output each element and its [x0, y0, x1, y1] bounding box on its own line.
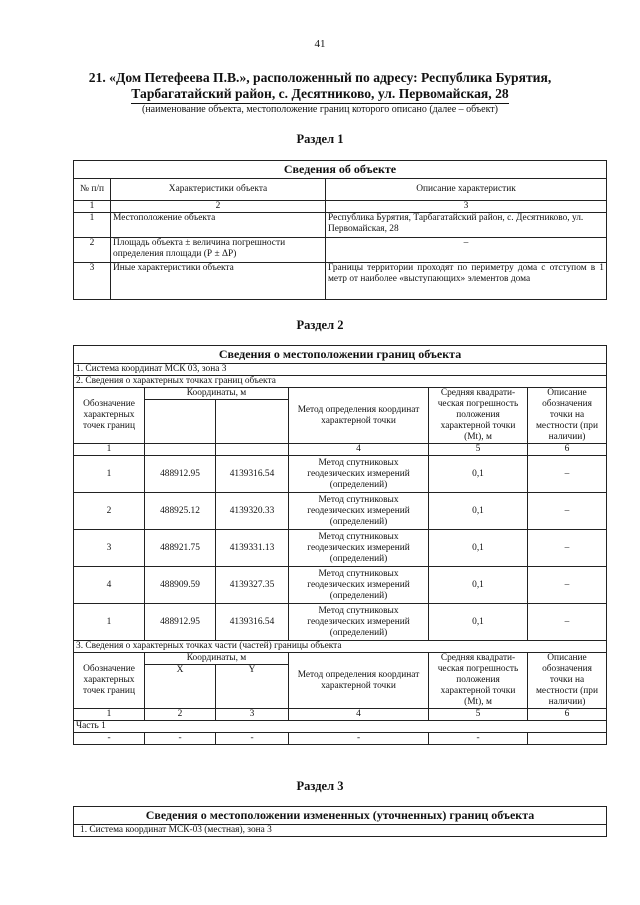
table-row — [74, 567, 607, 604]
index-cell: 1 — [74, 201, 111, 213]
document-subtitle: (наименование объекта, местоположение границ которого описано (далее – объект) — [141, 104, 499, 115]
boundary-coord-x: 488921.75 — [145, 530, 216, 567]
subsection-2: 2. Сведения о характерных точках границ объекта — [74, 376, 607, 388]
index-cell: 1 — [74, 444, 145, 456]
subsection-3-row — [74, 641, 607, 653]
boundary-title: Сведения о местоположении границ объекта — [74, 346, 607, 364]
boundary-method: Метод спутниковых геодезических измерений (определений) — [289, 604, 429, 641]
object-info-index-row — [74, 201, 607, 213]
header3-desc: Описание обозначения точки на местности (при наличии) — [528, 653, 607, 709]
part-label: Часть 1 — [74, 721, 607, 733]
part-cell: - — [74, 733, 145, 745]
boundary-coord-x: 488912.95 — [145, 604, 216, 641]
header-desc: Описание обозначения точки на местности (при наличии) — [528, 388, 607, 444]
part-cell: - — [429, 733, 528, 745]
part-index-row — [74, 709, 607, 721]
boundary-coord-x: 488909.59 — [145, 567, 216, 604]
index-cell: 2 — [145, 709, 216, 721]
header3-error: Средняя квадрати-ческая погрешность положения характерной точки (Mt), м — [429, 653, 528, 709]
boundary-desc: – — [528, 604, 607, 641]
part-header-row — [74, 653, 607, 665]
section-2-heading: Раздел 2 — [296, 318, 344, 332]
table-row — [74, 238, 607, 263]
header-method: Метод определения координат характерной точки — [289, 388, 429, 444]
header-coords: Координаты, м — [145, 388, 289, 400]
row-characteristic: Местоположение объекта — [111, 213, 326, 238]
part-cell: - — [216, 733, 289, 745]
section-1-heading: Раздел 1 — [296, 132, 344, 146]
boundary-coord-x: 488912.95 — [145, 456, 216, 493]
boundary-desc: – — [528, 493, 607, 530]
boundary-coord-y: 4139327.35 — [216, 567, 289, 604]
boundary-point-label: 2 — [74, 493, 145, 530]
index-cell: 4 — [289, 444, 429, 456]
boundary-error: 0,1 — [429, 493, 528, 530]
boundary-desc: – — [528, 456, 607, 493]
boundary-point-label: 3 — [74, 530, 145, 567]
boundary-error: 0,1 — [429, 567, 528, 604]
header3-method: Метод определения координат характерной точки — [289, 653, 429, 709]
row-description: – — [326, 238, 607, 263]
part-cell: - — [145, 733, 216, 745]
row-num: 1 — [74, 213, 111, 238]
part-cell: - — [289, 733, 429, 745]
row-characteristic: Иные характеристики объекта — [111, 263, 326, 300]
changed-boundary-table — [73, 806, 607, 837]
header-y — [216, 400, 289, 444]
index-cell — [145, 444, 216, 456]
changed-coord-system-row — [74, 825, 607, 837]
index-cell: 6 — [528, 709, 607, 721]
section-3-heading: Раздел 3 — [296, 779, 344, 793]
boundary-error: 0,1 — [429, 604, 528, 641]
part-data-row — [74, 733, 607, 745]
document-title — [0, 70, 640, 104]
header-x — [145, 400, 216, 444]
table-row — [74, 213, 607, 238]
header-characteristic: Характеристики объекта — [111, 179, 326, 201]
header3-y: Y — [216, 665, 289, 709]
row-description: Границы территории проходят по периметру дома с отступом в 1 метр от наиболее «выступающих» элементов дома — [326, 263, 607, 300]
coord-system: 1. Система координат МСК 03, зона 3 — [74, 364, 607, 376]
header-point: Обозначение характерных точек границ — [74, 388, 145, 444]
table-row — [74, 530, 607, 567]
table-row — [74, 493, 607, 530]
boundary-method: Метод спутниковых геодезических измерений (определений) — [289, 456, 429, 493]
changed-coord-system: 1. Система координат МСК-03 (местная), зона 3 — [74, 825, 607, 837]
header3-x: X — [145, 665, 216, 709]
boundary-method: Метод спутниковых геодезических измерений (определений) — [289, 567, 429, 604]
boundary-point-label: 4 — [74, 567, 145, 604]
row-characteristic: Площадь объекта ± величина погрешности определения площади (Р ± ΔР) — [111, 238, 326, 263]
header3-point: Обозначение характерных точек границ — [74, 653, 145, 709]
boundary-desc: – — [528, 567, 607, 604]
boundary-method: Метод спутниковых геодезических измерений (определений) — [289, 530, 429, 567]
row-num: 3 — [74, 263, 111, 300]
boundary-header-row — [74, 388, 607, 400]
page-number: 41 — [314, 38, 326, 50]
index-cell: 5 — [429, 709, 528, 721]
part-label-row — [74, 721, 607, 733]
index-cell: 6 — [528, 444, 607, 456]
boundary-title-row — [74, 346, 607, 364]
boundary-point-label: 1 — [74, 604, 145, 641]
boundary-coord-y: 4139331.13 — [216, 530, 289, 567]
subsection-3: 3. Сведения о характерных точках части (частей) границы объекта — [74, 641, 607, 653]
index-cell — [216, 444, 289, 456]
title-line-2: Тарбагатайский район, с. Десятниково, ул. Первомайская, 28 — [131, 86, 508, 104]
index-cell: 1 — [74, 709, 145, 721]
boundary-coord-y: 4139316.54 — [216, 604, 289, 641]
boundary-error: 0,1 — [429, 456, 528, 493]
table-row — [74, 263, 607, 300]
boundary-error: 0,1 — [429, 530, 528, 567]
boundary-coord-x: 488925.12 — [145, 493, 216, 530]
index-cell: 4 — [289, 709, 429, 721]
part-cell — [528, 733, 607, 745]
header-num: № п/п — [74, 179, 111, 201]
boundary-desc: – — [528, 530, 607, 567]
boundary-index-row — [74, 444, 607, 456]
header3-coords: Координаты, м — [145, 653, 289, 665]
boundary-coord-y: 4139320.33 — [216, 493, 289, 530]
boundary-coord-y: 4139316.54 — [216, 456, 289, 493]
changed-boundary-title-row — [74, 807, 607, 825]
subsection-2-row — [74, 376, 607, 388]
object-info-table — [73, 160, 607, 300]
table-row — [74, 456, 607, 493]
changed-boundary-title: Сведения о местоположении измененных (уточненных) границ объекта — [74, 807, 607, 825]
index-cell: 3 — [216, 709, 289, 721]
boundary-method: Метод спутниковых геодезических измерений (определений) — [289, 493, 429, 530]
table-row — [74, 604, 607, 641]
header-error: Средняя квадрати-ческая погрешность положения характерной точки (Mt), м — [429, 388, 528, 444]
index-cell: 2 — [111, 201, 326, 213]
object-info-title-row — [74, 161, 607, 179]
row-num: 2 — [74, 238, 111, 263]
boundary-point-label: 1 — [74, 456, 145, 493]
index-cell: 5 — [429, 444, 528, 456]
boundary-table — [73, 345, 607, 745]
index-cell: 3 — [326, 201, 607, 213]
title-line-1: 21. «Дом Петефеева П.В.», расположенный по адресу: Республика Бурятия, — [88, 70, 552, 85]
row-description: Республика Бурятия, Тарбагатайский район, с. Десятниково, ул. Первомайская, 28 — [326, 213, 607, 238]
object-info-title: Сведения об объекте — [74, 161, 607, 179]
coord-system-row — [74, 364, 607, 376]
header-description: Описание характеристик — [326, 179, 607, 201]
object-info-header-row — [74, 179, 607, 201]
boundary-rows — [74, 456, 607, 641]
